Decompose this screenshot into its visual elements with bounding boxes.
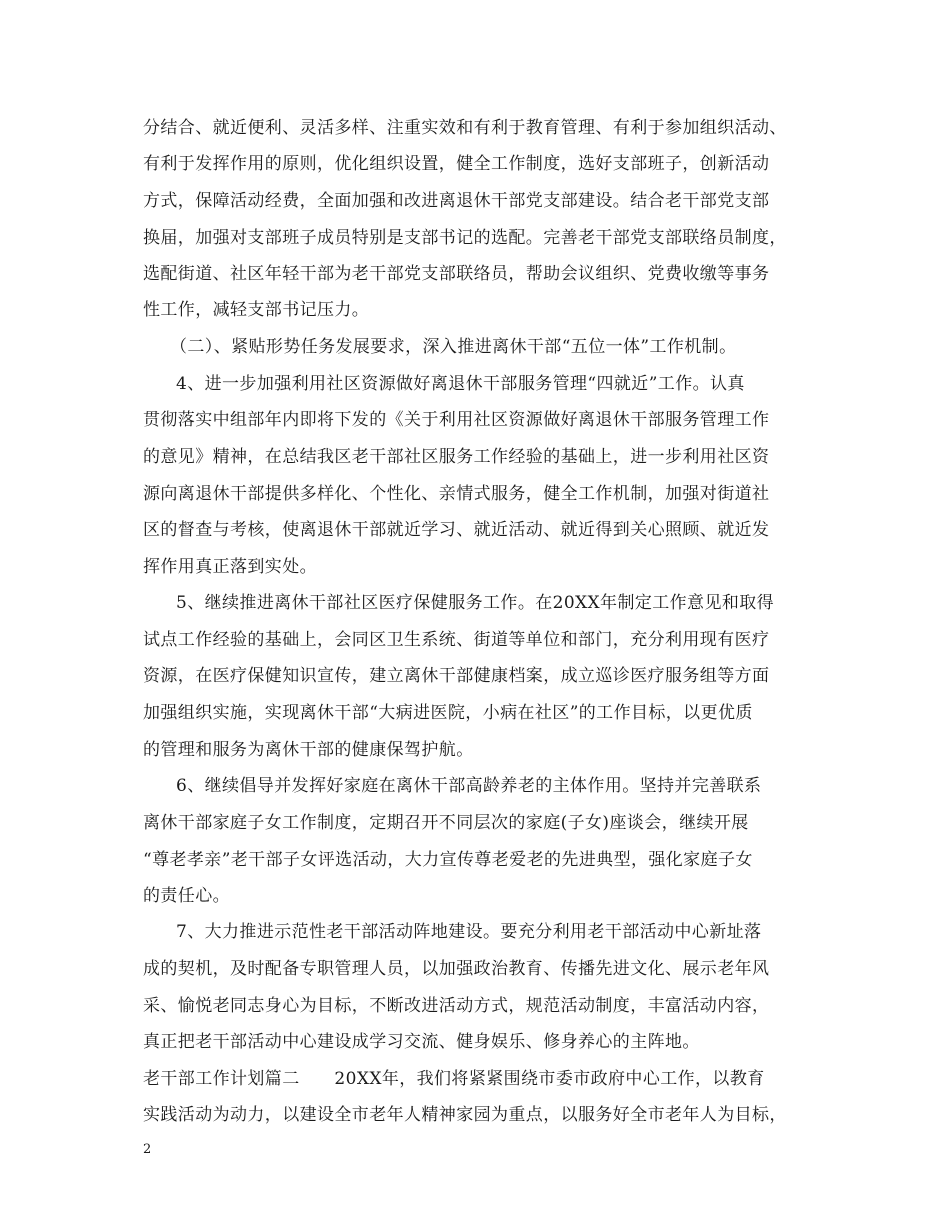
text-line: 的管理和服务为离休干部的健康保驾护航。	[143, 740, 474, 760]
text-line: 贯彻落实中组部年内即将下发的《关于利用社区资源做好离退休干部服务管理工作	[143, 410, 770, 430]
text-line: 试点工作经验的基础上，会同区卫生系统、街道等单位和部门，充分利用现有医疗	[143, 630, 770, 650]
paragraph-start: 4、进一步加强利用社区资源做好离退休干部服务管理“四就近”工作。认真	[176, 374, 745, 394]
text-line: 方式，保障活动经费，全面加强和改进离退休干部党支部建设。结合老干部党支部	[143, 191, 770, 211]
section-heading: （二）、紧贴形势任务发展要求，深入推进离休干部“五位一体”工作机制。	[170, 337, 737, 357]
text-line: 加强组织实施，实现离休干部“大病进医院，小病在社区”的工作目标，以更优质	[143, 703, 753, 723]
text-line: “尊老孝亲”老干部子女评选活动，大力宣传尊老爱老的先进典型，强化家庭子女	[143, 850, 753, 870]
paragraph-start: 7、大力推进示范性老干部活动阵地建设。要充分利用老干部活动中心新址落	[176, 922, 762, 942]
text-line: 选配街道、社区年轻干部为老干部党支部联络员，帮助会议组织、党费收缴等事务	[143, 264, 770, 284]
text-line: 区的督查与考核，使离退休干部就近学习、就近活动、就近得到关心照顾、就近发	[143, 520, 770, 540]
text-line: 分结合、就近便利、灵活多样、注重实效和有利于教育管理、有利于参加组织活动、	[143, 118, 787, 138]
text-line: 源向离退休干部提供多样化、个性化、亲情式服务，健全工作机制，加强对街道社	[143, 484, 770, 504]
section-title-line: 老干部工作计划篇二 20XX年，我们将紧紧围绕市委市政府中心工作，以教育	[143, 1069, 765, 1089]
text-line: 挥作用真正落到实处。	[143, 557, 317, 577]
text-line: 换届，加强对支部班子成员特别是支部书记的选配。完善老干部党支部联络员制度，	[143, 228, 787, 248]
paragraph-start: 6、继续倡导并发挥好家庭在离休干部高龄养老的主体作用。坚持并完善联系	[176, 776, 762, 796]
page-number: 2	[143, 1142, 152, 1157]
text-line: 资源，在医疗保健知识宣传，建立离休干部健康档案，成立巡诊医疗服务组等方面	[143, 666, 770, 686]
text-line: 离休干部家庭子女工作制度，定期召开不同层次的家庭(子女)座谈会，继续开展	[143, 813, 749, 833]
text-line: 真正把老干部活动中心建设成学习交流、健身娱乐、修身养心的主阵地。	[143, 1032, 700, 1052]
paragraph-start: 5、继续推进离休干部社区医疗保健服务工作。在20XX年制定工作意见和取得	[176, 593, 775, 613]
text-line: 实践活动为动力，以建设全市老年人精神家园为重点，以服务好全市老年人为目标，	[143, 1105, 787, 1125]
text-line: 的意见》精神，在总结我区老干部社区服务工作经验的基础上，进一步利用社区资	[143, 447, 770, 467]
text-line: 性工作，减轻支部书记压力。	[143, 300, 370, 320]
text-line: 成的契机，及时配备专职管理人员，以加强政治教育、传播先进文化、展示老年风	[143, 959, 770, 979]
text-line: 的责任心。	[143, 886, 230, 906]
text-line: 采、愉悦老同志身心为目标，不断改进活动方式，规范活动制度，丰富活动内容，	[143, 996, 770, 1016]
text-line: 有利于发挥作用的原则，优化组织设置，健全工作制度，选好支部班子，创新活动	[143, 154, 770, 174]
